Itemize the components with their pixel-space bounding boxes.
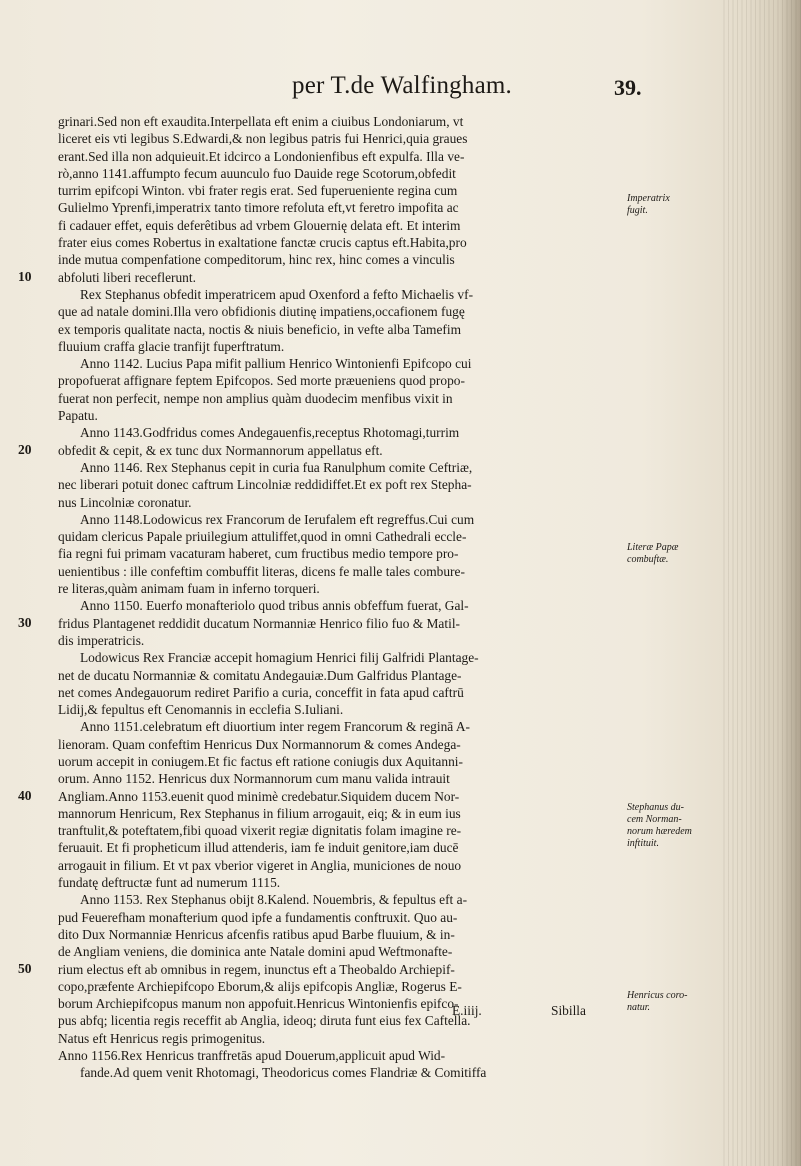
- marginal-note-line: Henricus coro-: [627, 990, 688, 1002]
- text-line: Anno 1143.Godfridus comes Andegauenfis,receptus Rhotomagi,turrim: [80, 425, 460, 441]
- catchword: Sibilla: [551, 1003, 586, 1018]
- marginal-note-line: inftituit.: [627, 837, 659, 849]
- text-line: fande.Ad quem venit Rhotomagi, Theodoricus comes Flandriæ & Comitiffa: [80, 1065, 487, 1081]
- text-line: fluuium craffa glacie tranfijt fuperftratum.: [58, 338, 285, 354]
- text-line: Anno 1150. Euerfo monafteriolo quod tribus annis obfeffum fuerat, Gal-: [80, 598, 469, 614]
- text-line: nec liberari potuit donec caftrum Lincolniæ reddidiffet.Et ex poft rex Stepha-: [58, 477, 472, 493]
- line-number: 30: [18, 614, 32, 630]
- text-line: Lidij,& fepultus eft Cenomannis in ecclefia S.Iuliani.: [58, 702, 344, 718]
- text-line: tranftulit,& poteftatem,fibi quoad vixerit regiæ dignitatis folam imagine re-: [58, 823, 462, 839]
- gutter-shadow: [779, 0, 801, 1166]
- text-line: re literas,quàm animam fuam in inferno torqueri.: [58, 581, 320, 597]
- text-line: pus abfq; licentia regis receffit ab Anglia, ideoq; diruta funt eius fex Caftella.: [58, 1013, 471, 1029]
- text-line: Anno 1153. Rex Stephanus obijt 8.Kalend. Nouembris, & fepultus eft a-: [80, 892, 468, 908]
- text-line: Anno 1146. Rex Stephanus cepit in curia fua Ranulphum comite Ceftriæ,: [80, 459, 473, 475]
- text-line: Anno 1142. Lucius Papa mifit pallium Henrico Wintonienfi Epifcopo cui: [80, 356, 472, 372]
- text-line: dito Dux Normanniæ Henricus afcenfis ratibus apud Barbe fluuium, & in-: [58, 926, 455, 942]
- marginal-note-line: Literæ Papæ: [627, 542, 679, 554]
- text-line: rò,anno 1141.affumpto fecum auunculo fuo Dauide rege Scotorum,obfedit: [58, 165, 456, 181]
- text-line: uenientibus : ille confeftim combuffit literas, dicens fe malle tales combure-: [58, 563, 465, 579]
- signature-mark: E.iiij.: [452, 1003, 482, 1018]
- text-line: propofuerat affignare feptem Epifcopos. Sed morte præueniens quod propo-: [58, 373, 465, 389]
- marginal-note-line: norum hæredem: [627, 825, 692, 837]
- text-line: arrogauit in filium. Et vt pax vberior vigeret in Anglia, municiones de nouo: [58, 857, 462, 873]
- text-line: net de ducatu Normanniæ & comitatu Andegauiæ.Dum Galfridus Plantage-: [58, 667, 462, 683]
- marginal-note-line: fugit.: [627, 204, 648, 216]
- text-line: Gulielmo Yprenfi,imperatrix tanto timore refoluta eft,vt feretro impofita ac: [58, 200, 459, 216]
- line-number: 40: [18, 787, 32, 803]
- text-line: nus Lincolniæ coronatur.: [58, 494, 192, 510]
- text-line: Papatu.: [58, 408, 98, 424]
- line-number: 50: [18, 960, 32, 976]
- marginal-note: [627, 802, 707, 850]
- text-line: ex temporis qualitate nacta, noctis & niuis beneficio, in vefte alba Tamefim: [58, 321, 462, 337]
- text-line: obfedit & cepit, & ex tunc dux Normannorum appellatus eft.: [58, 442, 383, 458]
- marginal-note-line: natur.: [627, 1002, 651, 1014]
- text-line: uorum accepit in coniugem.Et fic factus eft ratione coniugis dux Aquitanni-: [58, 753, 463, 769]
- running-title: per T.de Walfingham.: [292, 72, 512, 99]
- text-line: mannorum Henricum, Rex Stephanus in filium arrogauit, eiq; & in eum ius: [58, 805, 461, 821]
- page-footer: [0, 1003, 801, 1023]
- marginal-note-line: cem Norman-: [627, 813, 682, 825]
- text-line: grinari.Sed non eft exaudita.Interpellata eft enim a ciuibus Londoniarum, vt: [58, 114, 464, 129]
- text-line: fia regni fui primam vacaturam haberet, cum fructibus medio tempore pro-: [58, 546, 459, 562]
- text-line: net comes Andegauorum rediret Parifio a curia, conceffit in fata apud caftrū: [58, 684, 464, 700]
- text-line: copo,præfente Archiepifcopo Eborum,& alijs epifcopis Angliæ, Rogerus E-: [58, 978, 462, 994]
- text-line: Angliam.Anno 1153.euenit quod minimè credebatur.Siquidem ducem Nor-: [58, 788, 460, 804]
- main-text: [58, 113, 618, 1082]
- text-line: turrim epifcopi Winton. vbi frater regis erat. Sed fuperueniente regina cum: [58, 183, 458, 199]
- text-line: inde mutua compenfatione compeditorum, hinc rex, hinc comes a vinculis: [58, 252, 455, 268]
- text-line: fi cadauer effet, equis deferêtibus ad vrbem Glouernię delata eft. Et interim: [58, 217, 461, 233]
- text-line: frater eius comes Robertus in exaltatione fanctæ crucis captus eft.Habita,pro: [58, 235, 467, 251]
- text-line: lienoram. Quam confeftim Henricus Dux Normannorum & comes Andega-: [58, 736, 461, 752]
- text-line: abfoluti liberi receflerunt.: [58, 269, 196, 285]
- text-line: de Angliam veniens, die dominica ante Natale domini apud Weftmonafte-: [58, 944, 453, 960]
- text-line: Rex Stephanus obfedit imperatricem apud Oxenford a fefto Michaelis vf-: [80, 286, 474, 302]
- marginal-note: [627, 542, 707, 566]
- marginal-note-line: Imperatrix: [627, 192, 670, 204]
- page-number: 39.: [614, 75, 642, 100]
- marginal-note: [627, 193, 707, 217]
- text-line: liceret eis vti legibus S.Edwardi,& non legibus patris fui Henrici,quia graues: [58, 131, 468, 147]
- text-line: Lodowicus Rex Franciæ accepit homagium Henrici filij Galfridi Plantage-: [80, 650, 479, 666]
- text-line: fundatę deftructæ funt ad numerum 1115.: [58, 875, 281, 891]
- text-line: rium electus eft ab omnibus in regem, inunctus eft a Theobaldo Archiepif-: [58, 961, 455, 977]
- line-number: 20: [18, 441, 32, 457]
- text-line: Anno 1156.Rex Henricus tranffretās apud Douerum,applicuit apud Wid-: [58, 1048, 446, 1064]
- text-line: orum. Anno 1152. Henricus dux Normannorum cum manu valida intrauit: [58, 771, 450, 787]
- marginal-note-line: combuftæ.: [627, 554, 669, 566]
- text-line: pud Feuerefham monafterium quod ipfe a fundamentis conftruxit. Quo au-: [58, 909, 458, 925]
- text-line: erant.Sed illa non adquieuit.Et idcirco a Londonienfibus eft expulfa. Illa ve-: [58, 148, 465, 164]
- line-number: 10: [18, 268, 32, 284]
- text-line: borum Archiepifcopus manum non appofuit.Henricus Wintonienfis epifco-: [58, 996, 459, 1012]
- text-line: que ad natale domini.Illa vero obfidionis diutinę impatiens,occafionem fugę: [58, 304, 465, 320]
- text-line: dis imperatricis.: [58, 632, 145, 648]
- text-line: feruauit. Et fi propheticum illud attenderis, iam fe induit genitore,iam ducē: [58, 840, 459, 856]
- running-head: [0, 72, 801, 108]
- marginal-note-line: Stephanus du-: [627, 801, 684, 813]
- text-line: fridus Plantagenet reddidit ducatum Normanniæ Henrico filio fuo & Matil-: [58, 615, 461, 631]
- text-line: Natus eft Henricus regis primogenitus.: [58, 1030, 266, 1046]
- text-line: Anno 1148.Lodowicus rex Francorum de Ierufalem eft regreffus.Cui cum: [80, 511, 475, 527]
- text-line: quidam clericus Papale priuilegium attuliffet,quod in omni Cathedrali eccle-: [58, 529, 467, 545]
- text-line: fuerat non perfecit, nempe non amplius quàm duodecim menfibus vixit in: [58, 390, 453, 406]
- text-line: Anno 1151.celebratum eft diuortium inter regem Francorum & reginā A-: [80, 719, 470, 735]
